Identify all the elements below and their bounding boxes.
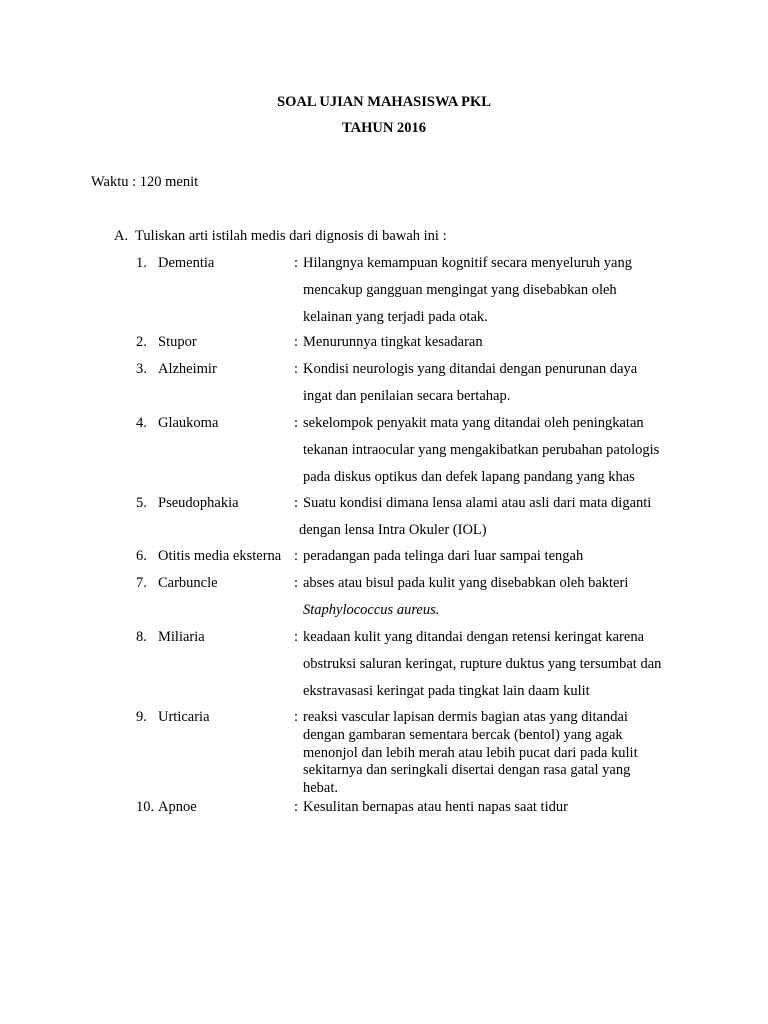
item-definition: [299, 490, 688, 544]
definition-line: ekstravasasi keringat pada tingkat lain daam kulit: [303, 683, 590, 699]
item-colon: :: [294, 361, 299, 377]
item-definition: [303, 543, 688, 570]
section-a-heading: [114, 228, 447, 245]
definition-line: Kesulitan bernapas atau henti napas saat tidur: [303, 799, 568, 815]
definition-line: kelainan yang terjadi pada otak.: [303, 309, 488, 325]
document-year: TAHUN 2016: [342, 120, 426, 136]
definition-line: dengan gambaran sementara bercak (bentol) yang agak: [303, 726, 623, 743]
item-number: 7.: [136, 575, 147, 591]
item-colon: :: [294, 495, 299, 511]
item-term: Miliaria: [158, 629, 205, 645]
definition-line: ingat dan penilaian secara bertahap.: [303, 388, 511, 404]
document-title: SOAL UJIAN MAHASISWA PKL: [277, 94, 491, 110]
item-colon: :: [294, 575, 299, 591]
definition-line: sekitarnya dan seringkali disertai dengan rasa gatal yang: [303, 762, 631, 779]
definition-line: reaksi vascular lapisan dermis bagian atas yang ditandai: [303, 709, 628, 725]
item-colon: :: [294, 799, 299, 815]
definition-line: Menurunnya tingkat kesadaran: [303, 334, 483, 350]
item-term: Otitis media eksterna: [158, 548, 282, 564]
item-definition: [303, 570, 688, 624]
item-definition: [303, 250, 688, 331]
item-term: Glaukoma: [158, 415, 219, 431]
definition-line: Suatu kondisi dimana lensa alami atau asli dari mata diganti: [303, 495, 652, 511]
definition-line: tekanan intraocular yang mengakibatkan perubahan patologis: [303, 442, 660, 458]
item-definition: [303, 709, 688, 798]
section-letter: A.: [114, 228, 129, 244]
item-definition: [303, 356, 688, 410]
definition-line: menonjol dan lebih merah atau lebih pucat dari pada kulit: [303, 744, 638, 761]
definition-line: sekelompok penyakit mata yang ditandai oleh peningkatan: [303, 415, 644, 431]
item-term: Urticaria: [158, 709, 210, 725]
item-term: Dementia: [158, 255, 215, 271]
item-definition: [303, 624, 688, 705]
definition-line: Staphylococcus aureus.: [303, 602, 440, 618]
item-number: 5.: [136, 495, 147, 511]
definition-line: abses atau bisul pada kulit yang disebabkan oleh bakteri: [303, 575, 629, 591]
item-number: 6.: [136, 548, 147, 564]
item-number: 2.: [136, 334, 147, 350]
item-number: 3.: [136, 361, 147, 377]
definition-line: obstruksi saluran keringat, rupture duktus yang tersumbat dan: [303, 656, 662, 672]
section-instruction: Tuliskan arti istilah medis dari dignosis di bawah ini :: [135, 228, 447, 244]
definition-line: dengan lensa Intra Okuler (IOL): [299, 522, 487, 538]
item-term: Pseudophakia: [158, 495, 239, 511]
item-colon: :: [294, 415, 299, 431]
definition-line: mencakup gangguan mengingat yang disebabkan oleh: [303, 282, 617, 298]
item-colon: :: [294, 334, 299, 350]
definition-line: Kondisi neurologis yang ditandai dengan penurunan daya: [303, 361, 638, 377]
definition-line: keadaan kulit yang ditandai dengan retensi keringat karena: [303, 629, 645, 645]
time-limit: Waktu : 120 menit: [91, 174, 199, 190]
item-colon: :: [294, 548, 299, 564]
item-term: Stupor: [158, 334, 197, 350]
item-number: 4.: [136, 415, 147, 431]
item-number: 10.: [136, 799, 155, 815]
item-number: 1.: [136, 255, 147, 271]
definition-line: Hilangnya kemampuan kognitif secara menyeluruh yang: [303, 255, 632, 271]
item-number: 8.: [136, 629, 147, 645]
definition-line: pada diskus optikus dan defek lapang pandang yang khas: [303, 469, 635, 485]
item-definition: [303, 794, 688, 821]
item-colon: :: [294, 629, 299, 645]
item-definition: [303, 329, 688, 356]
item-colon: :: [294, 255, 299, 271]
item-term: Carbuncle: [158, 575, 218, 591]
item-colon: :: [294, 709, 299, 725]
item-definition: [303, 410, 688, 491]
item-term: Apnoe: [158, 799, 197, 815]
definition-line: hebat.: [303, 780, 339, 797]
item-term: Alzheimir: [158, 361, 217, 377]
item-number: 9.: [136, 709, 147, 725]
definition-line: peradangan pada telinga dari luar sampai tengah: [303, 548, 584, 564]
